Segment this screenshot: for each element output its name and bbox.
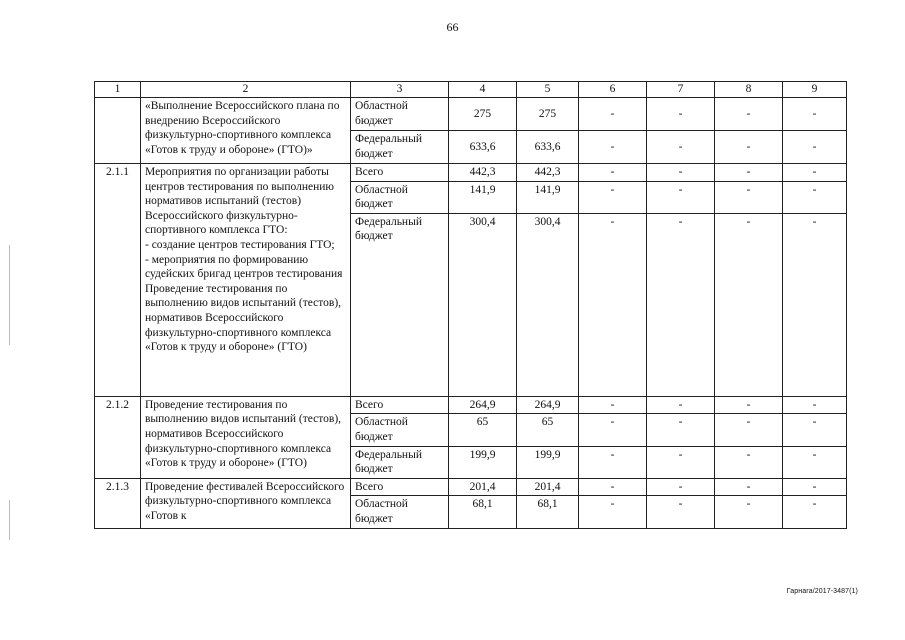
- row-description: Проведение тестирования по выполнению видов испытаний (тестов), нормативов Всероссийского физкультурно-спортивного комплекса «Готов к труду и обороне» (ГТО): [141, 396, 351, 478]
- value-cell: -: [647, 131, 715, 164]
- funding-source: Федеральный бюджет: [351, 131, 449, 164]
- value-cell: -: [647, 414, 715, 446]
- value-cell: -: [783, 446, 847, 478]
- row-code: [95, 98, 141, 164]
- value-cell: -: [783, 213, 847, 396]
- value-cell: -: [647, 496, 715, 528]
- row-code: 2.1.2: [95, 396, 141, 478]
- value-cell: 275: [517, 98, 579, 131]
- value-cell: 201,4: [449, 478, 517, 496]
- value-cell: -: [783, 164, 847, 182]
- value-cell: -: [783, 496, 847, 528]
- funding-source: Всего: [351, 164, 449, 182]
- value-cell: -: [647, 446, 715, 478]
- budget-table: [94, 81, 847, 529]
- value-cell: -: [715, 213, 783, 396]
- scan-edge-mark: [9, 245, 10, 345]
- value-cell: 442,3: [517, 164, 579, 182]
- value-cell: -: [579, 414, 647, 446]
- column-header: 4: [449, 82, 517, 98]
- value-cell: -: [579, 131, 647, 164]
- value-cell: -: [579, 446, 647, 478]
- value-cell: -: [783, 98, 847, 131]
- value-cell: -: [715, 478, 783, 496]
- value-cell: 68,1: [517, 496, 579, 528]
- page-number: 66: [446, 20, 459, 34]
- value-cell: -: [647, 181, 715, 213]
- column-header: 7: [647, 82, 715, 98]
- table-row: [95, 164, 847, 182]
- value-cell: -: [783, 396, 847, 414]
- value-cell: 275: [449, 98, 517, 131]
- column-header: 6: [579, 82, 647, 98]
- funding-source: Федеральный бюджет: [351, 213, 449, 396]
- value-cell: 201,4: [517, 478, 579, 496]
- column-header: 2: [141, 82, 351, 98]
- scan-edge-mark: [9, 500, 10, 540]
- value-cell: 300,4: [517, 213, 579, 396]
- value-cell: -: [579, 496, 647, 528]
- value-cell: 65: [449, 414, 517, 446]
- value-cell: -: [579, 478, 647, 496]
- value-cell: -: [715, 164, 783, 182]
- table-header-row: [95, 82, 847, 98]
- funding-source: Областной бюджет: [351, 414, 449, 446]
- value-cell: -: [647, 164, 715, 182]
- funding-source: Всего: [351, 478, 449, 496]
- value-cell: -: [579, 213, 647, 396]
- value-cell: 199,9: [517, 446, 579, 478]
- column-header: 5: [517, 82, 579, 98]
- row-code: 2.1.1: [95, 164, 141, 397]
- value-cell: 442,3: [449, 164, 517, 182]
- table-row: [95, 478, 847, 496]
- column-header: 8: [715, 82, 783, 98]
- value-cell: 141,9: [517, 181, 579, 213]
- value-cell: -: [783, 181, 847, 213]
- funding-source: Федеральный бюджет: [351, 446, 449, 478]
- value-cell: 65: [517, 414, 579, 446]
- value-cell: -: [579, 396, 647, 414]
- value-cell: -: [783, 478, 847, 496]
- value-cell: -: [647, 478, 715, 496]
- row-description: Мероприятия по организации работы центров тестирования по выполнению нормативов испытаний (тестов) Всероссийского физкультурно-спортивного комплекса ГТО: - создание центров тестирования ГТО; - мероприятия по формированию судейских бригад центров тестирования Проведение тестирования по выполнению видов испытаний (тестов), нормативов Всероссийского физкультурно-спортивного комплекса «Готов к труду и обороне» (ГТО): [141, 164, 351, 397]
- value-cell: -: [715, 181, 783, 213]
- column-header: 1: [95, 82, 141, 98]
- funding-source: Областной бюджет: [351, 496, 449, 528]
- value-cell: -: [647, 396, 715, 414]
- value-cell: 300,4: [449, 213, 517, 396]
- table-row: [95, 396, 847, 414]
- value-cell: -: [715, 98, 783, 131]
- row-code: 2.1.3: [95, 478, 141, 528]
- value-cell: 633,6: [517, 131, 579, 164]
- value-cell: -: [715, 131, 783, 164]
- funding-source: Областной бюджет: [351, 98, 449, 131]
- value-cell: -: [783, 414, 847, 446]
- column-header: 3: [351, 82, 449, 98]
- value-cell: -: [715, 414, 783, 446]
- value-cell: 264,9: [449, 396, 517, 414]
- value-cell: -: [579, 181, 647, 213]
- document-registration-code: Гарнага/2017-3487(1): [786, 588, 858, 595]
- value-cell: -: [647, 98, 715, 131]
- value-cell: 141,9: [449, 181, 517, 213]
- value-cell: -: [715, 446, 783, 478]
- value-cell: -: [715, 496, 783, 528]
- value-cell: -: [579, 98, 647, 131]
- value-cell: -: [783, 131, 847, 164]
- value-cell: 264,9: [517, 396, 579, 414]
- value-cell: -: [715, 396, 783, 414]
- table-row: [95, 98, 847, 131]
- value-cell: 68,1: [449, 496, 517, 528]
- value-cell: -: [579, 164, 647, 182]
- value-cell: -: [647, 213, 715, 396]
- value-cell: 199,9: [449, 446, 517, 478]
- row-description: «Выполнение Всероссийского плана по внедрению Всероссийского физкультурно-спортивного комплекса «Готов к труду и обороне» (ГТО)»: [141, 98, 351, 164]
- funding-source: Областной бюджет: [351, 181, 449, 213]
- column-header: 9: [783, 82, 847, 98]
- funding-source: Всего: [351, 396, 449, 414]
- value-cell: 633,6: [449, 131, 517, 164]
- row-description: Проведение фестивалей Всероссийского физкультурно-спортивного комплекса «Готов к: [141, 478, 351, 528]
